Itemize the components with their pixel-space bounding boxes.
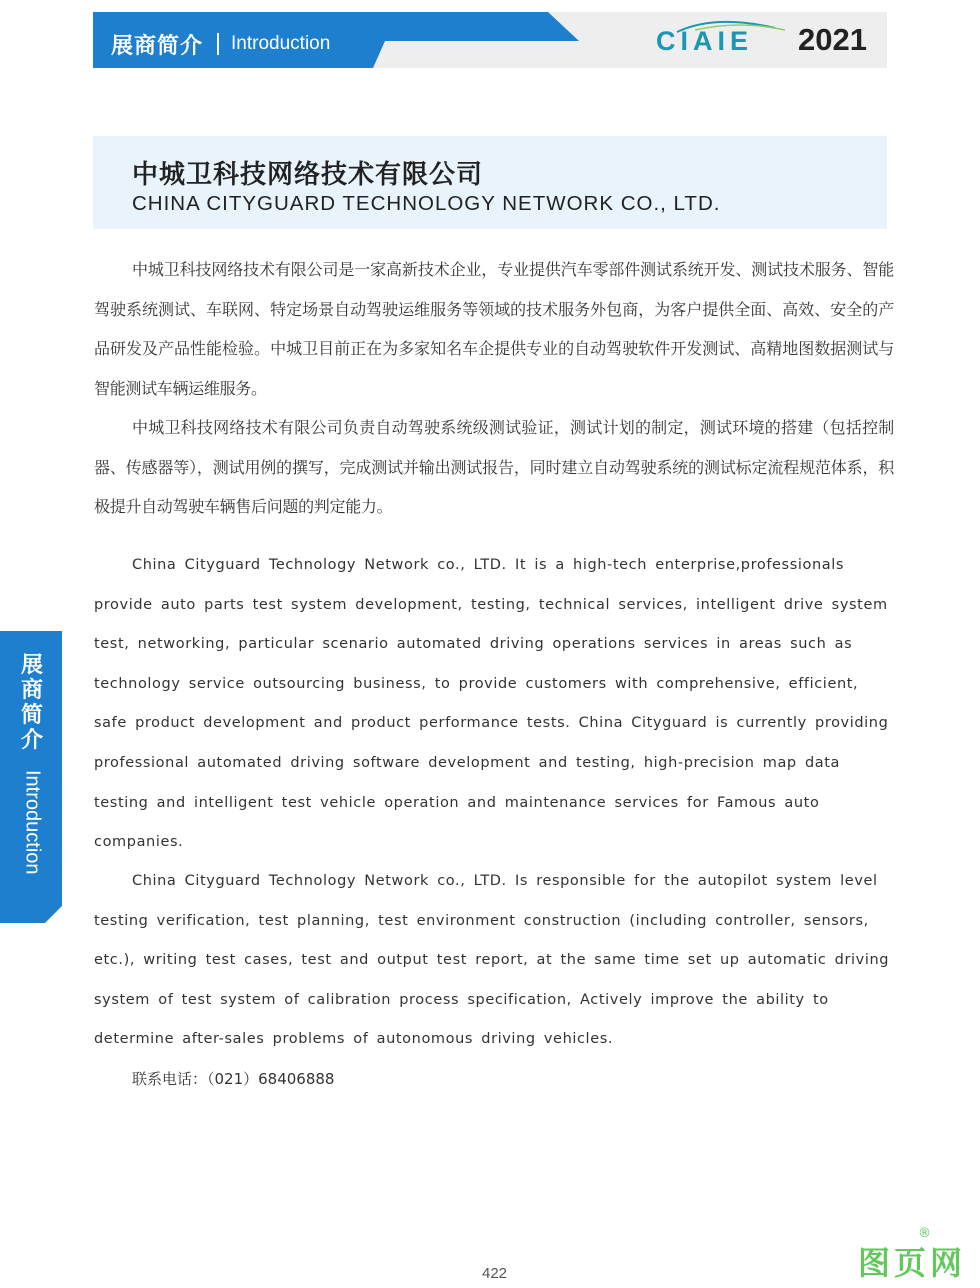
intro-paragraph-en-2: China Cityguard Technology Network co., LTD. Is responsible for the autopilot system level testing verification, test planning, test environment construction (including controller, sensors, etc.), writing test cases, test and output test report, at the same time set up automatic driving system of test system of calibration process specification, Actively improve the ability to determine after-sales problems of autonomous driving vehicles.	[94, 873, 890, 1048]
intro-paragraph-zh-2: 中城卫科技网络技术有限公司负责自动驾驶系统级测试验证，测试计划的制定，测试环境的搭建（包括控制器、传感器等），测试用例的撰写，完成测试并输出测试报告，同时建立自动驾驶系统的测试标定流程规范体系，积极提升自动驾驶车辆售后问题的判定能力。	[94, 418, 894, 517]
section-title-divider	[217, 33, 219, 55]
intro-paragraph-en-1: China Cityguard Technology Network co., LTD. It is a high-tech enterprise,professionals provide auto parts test system development, testing, technical services, intelligent drive system test, networking, particular scenario automated driving operations services in areas such as technology service outsourcing business, to provide customers with comprehensive, efficient, safe product development and product performance tests. China Cityguard is currently providing professional automated driving software development and testing, high-precision map data testing and intelligent test vehicle operation and maintenance services for Famous auto companies.	[94, 557, 889, 851]
watermark: 图页网	[858, 1244, 967, 1282]
watermark-registered-mark: ®	[918, 1226, 931, 1241]
logo-year: 2021	[798, 22, 867, 57]
company-name-zh: 中城卫科技网络技术有限公司	[132, 160, 484, 190]
company-name-en: CHINA CITYGUARD TECHNOLOGY NETWORK CO., LTD.	[132, 192, 721, 215]
section-title-zh: 展商简介	[111, 33, 204, 59]
logo-wordmark: CIAIE	[656, 26, 754, 56]
side-tab-en: Introduction	[21, 770, 44, 875]
section-title	[111, 28, 330, 60]
side-tab-zh: 展商简介	[20, 653, 43, 753]
section-title-en: Introduction	[231, 33, 331, 54]
page-number: 422	[482, 1265, 508, 1282]
intro-paragraph-zh-1: 中城卫科技网络技术有限公司是一家高新技术企业，专业提供汽车零部件测试系统开发、测试技术服务、智能驾驶系统测试、车联网、特定场景自动驾驶运维服务等领域的技术服务外包商，为客户提供全面、高效、安全的产品研发及产品性能检验。中城卫目前正在为多家知名车企提供专业的自动驾驶软件开发测试、高精地图数据测试与智能测试车辆运维服务。	[94, 260, 894, 398]
contact-phone: 联系电话：（021）68406888	[132, 1070, 335, 1088]
